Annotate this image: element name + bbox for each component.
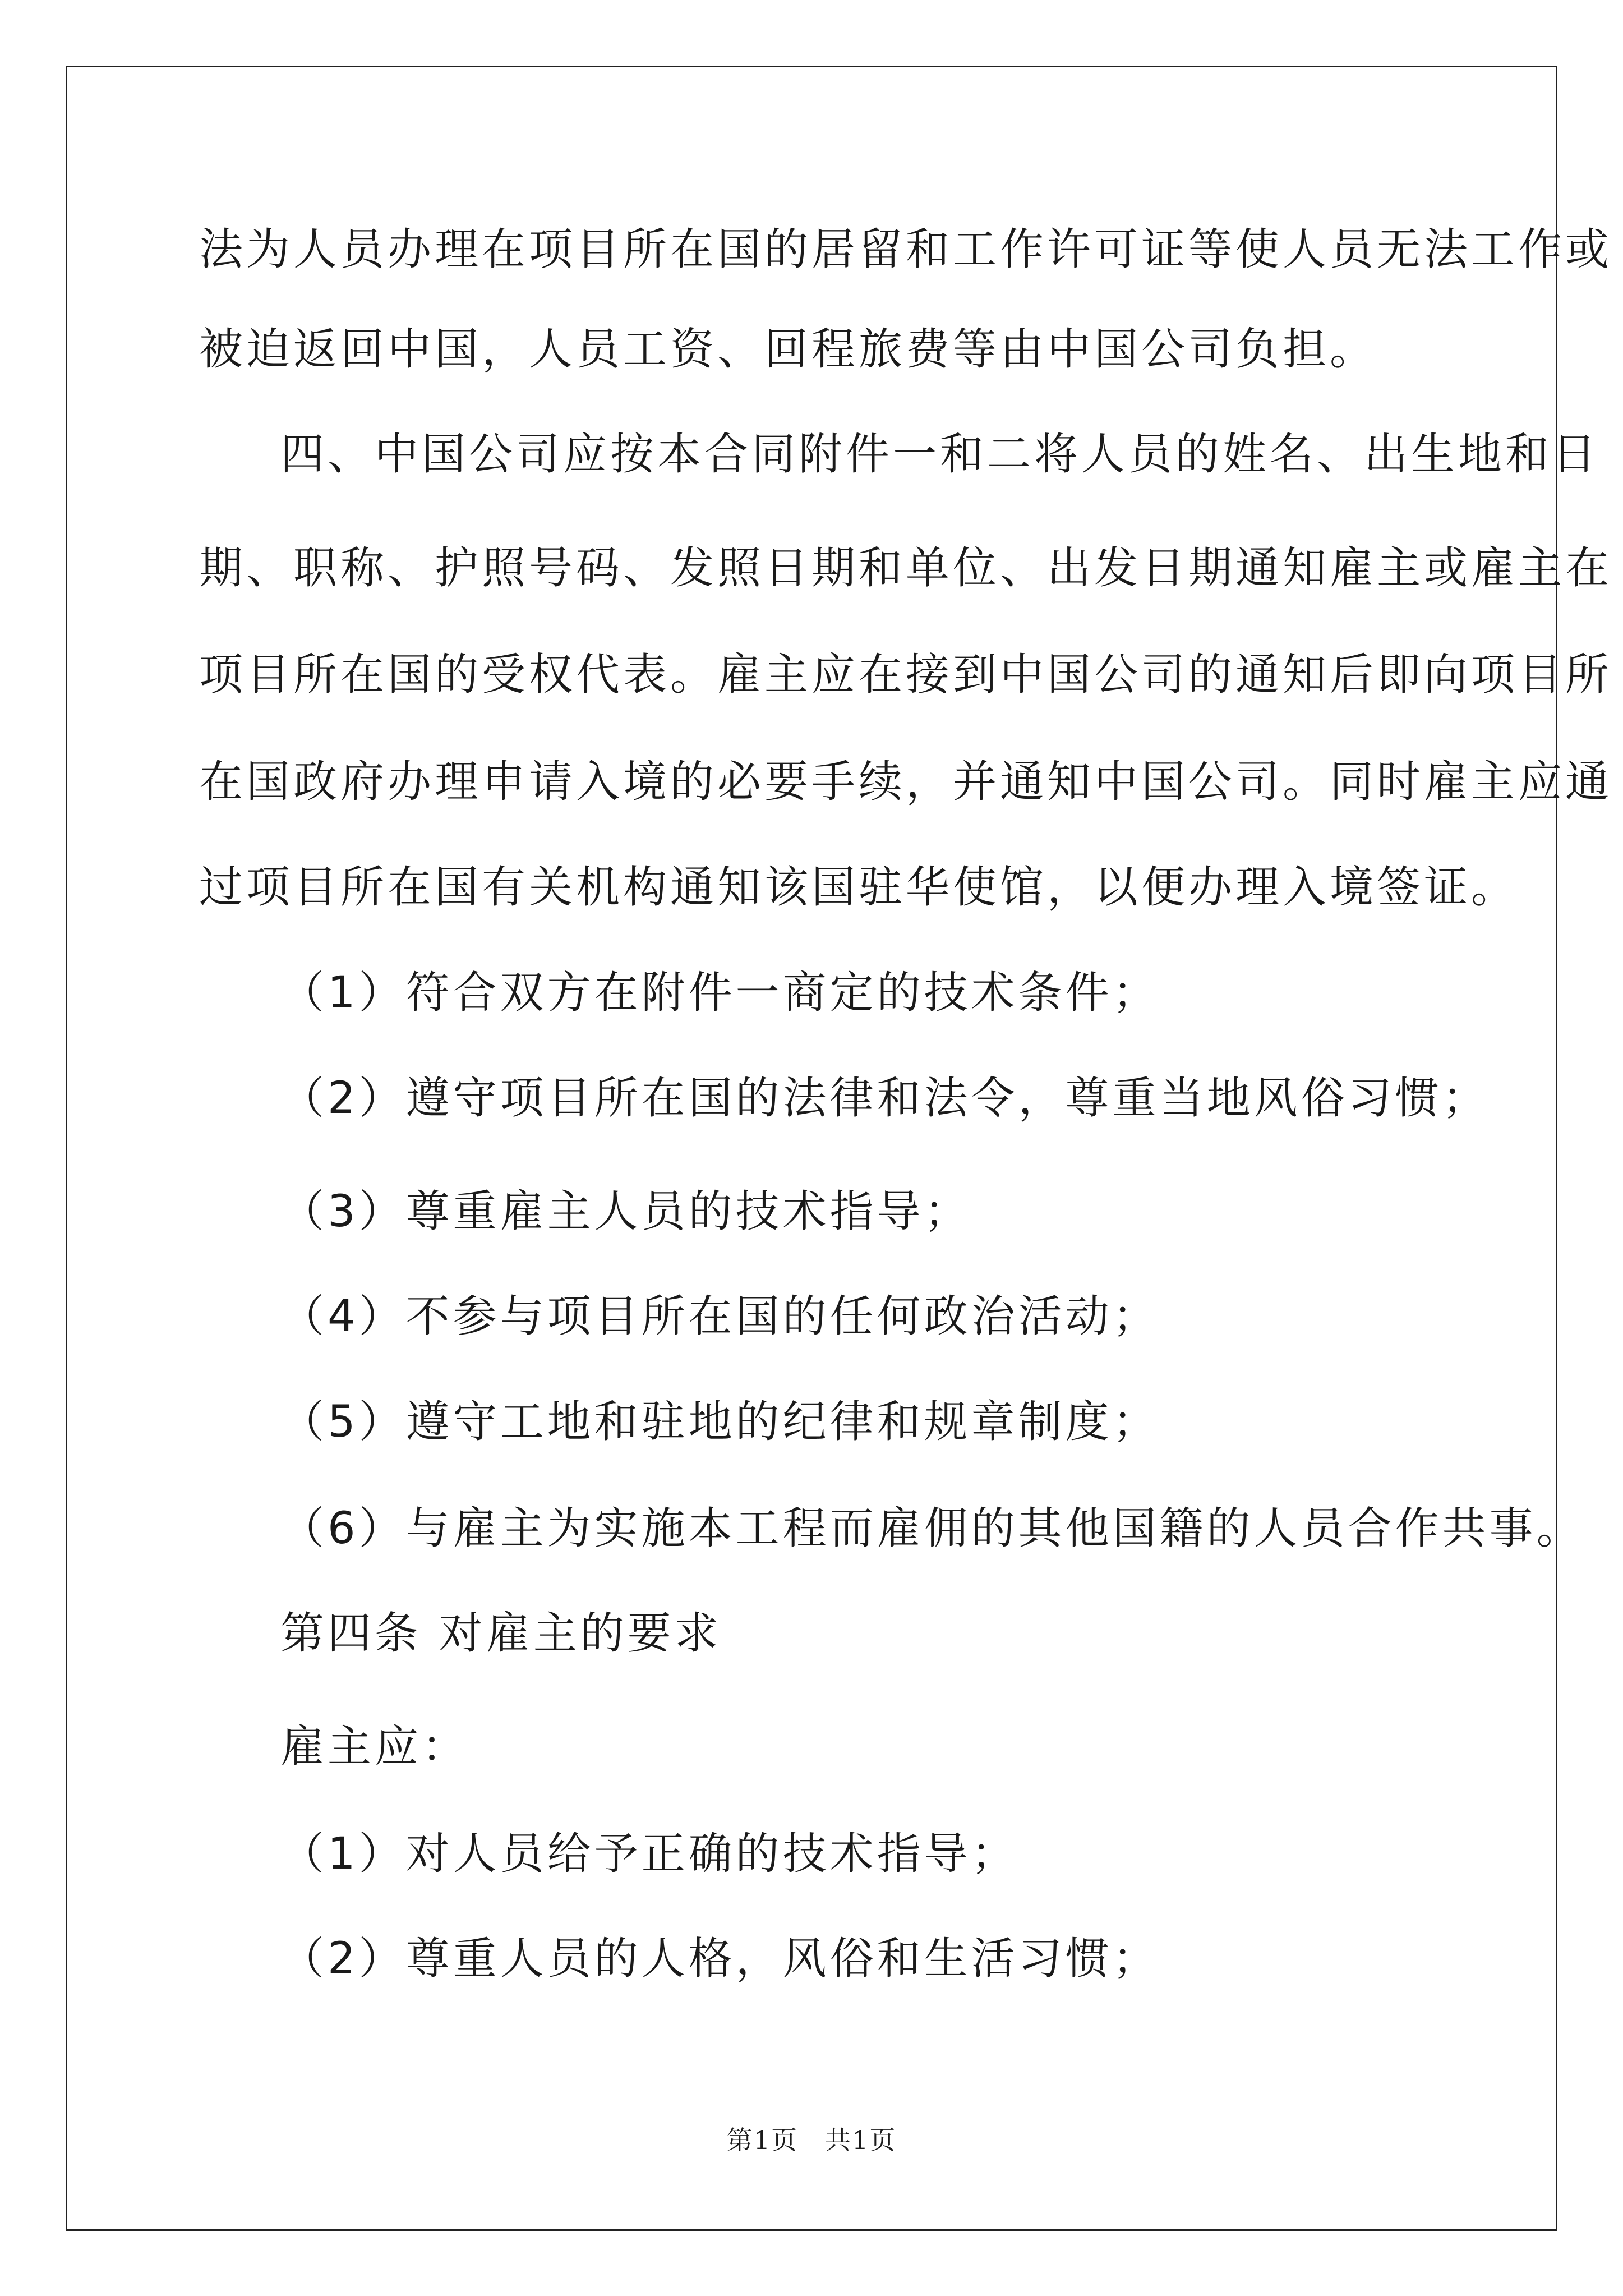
body-line: （6）与雇主为实施本工程而雇佣的其他国籍的人员合作共事。 xyxy=(280,1503,1584,1554)
section-heading: 第四条 对雇主的要求 xyxy=(280,1608,722,1659)
body-line: （5）遵守工地和驻地的纪律和规章制度； xyxy=(280,1397,1160,1447)
body-line: （1）符合双方在附件一商定的技术条件； xyxy=(280,968,1160,1018)
body-line: 项目所在国的受权代表。雇主应在接到中国公司的通知后即向项目所 xyxy=(199,650,1613,700)
body-line: 雇主应： xyxy=(280,1722,469,1772)
page-footer: 第1页 共1页 xyxy=(726,2125,897,2155)
body-line: （4）不参与项目所在国的任何政治活动； xyxy=(280,1291,1160,1342)
body-line: 被迫返回中国，人员工资、回程旅费等由中国公司负担。 xyxy=(199,324,1377,375)
body-line: 四、中国公司应按本合同附件一和二将人员的姓名、出生地和日 xyxy=(280,429,1600,480)
body-line: （1）对人员给予正确的技术指导； xyxy=(280,1829,1018,1879)
body-line: 过项目所在国有关机构通知该国驻华使馆，以便办理入境签证。 xyxy=(199,862,1519,913)
body-line: 法为人员办理在项目所在国的居留和工作许可证等使人员无法工作或 xyxy=(199,224,1613,275)
body-line: （3）尊重雇主人员的技术指导； xyxy=(280,1186,971,1237)
body-line: （2）遵守项目所在国的法律和法令，尊重当地风俗习惯； xyxy=(280,1073,1490,1124)
body-line: （2）尊重人员的人格，风俗和生活习惯； xyxy=(280,1934,1160,1984)
body-line: 期、职称、护照号码、发照日期和单位、出发日期通知雇主或雇主在 xyxy=(199,543,1613,593)
body-line: 在国政府办理申请入境的必要手续，并通知中国公司。同时雇主应通 xyxy=(199,757,1613,807)
page-border xyxy=(66,66,1557,2231)
